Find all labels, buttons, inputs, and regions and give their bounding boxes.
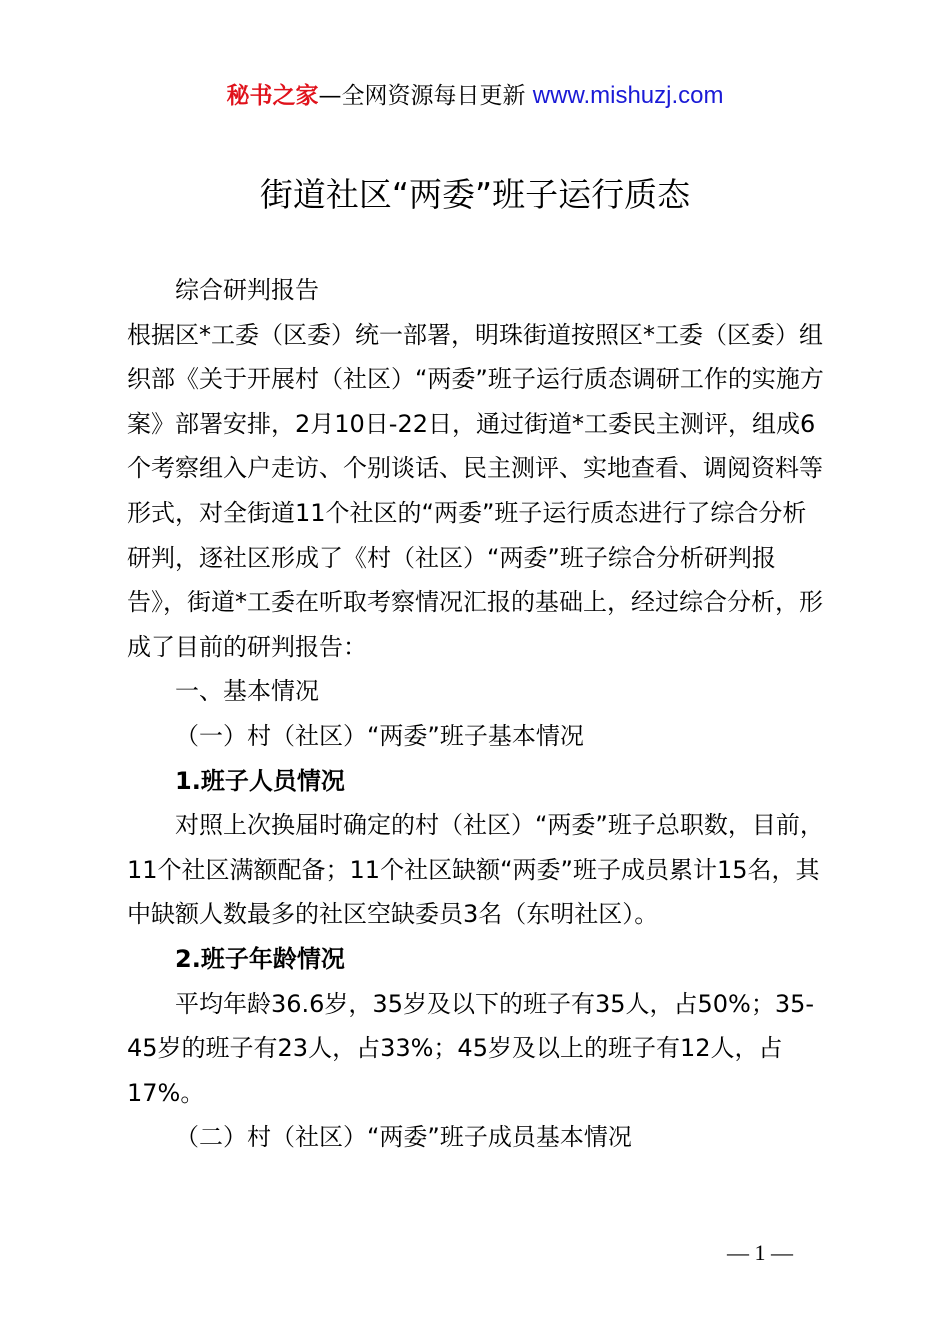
document-title: 街道社区“两委”班子运行质态 <box>259 175 691 214</box>
intro-paragraph: 根据区*工委（区委）统一部署，明珠街道按照区*工委（区委）组织部《关于开展村（社区）“两委”班子运行质态调研工作的实施方案》部署安排，2月10日-22日，通过街道*工委民主测评，组成6个考察组入户走访、个别谈话、民主测评、实地查看、调阅资料等形式，对全街道11个社区的“两委”班子运行质态进行了综合分析研判，逐社区形成了《村（社区）“两委”班子综合分析研判报告》，街道*工委在听取考察情况汇报的基础上，经过综合分析，形成了目前的研判报告： <box>127 320 824 661</box>
personnel-paragraph: 对照上次换届时确定的村（社区）“两委”班子总职数，目前，11个社区满额配备；11个社区缺额“两委”班子成员累计15名，其中缺额人数最多的社区空缺委员3名（东明社区）。 <box>127 811 824 929</box>
header-tagline: —全网资源每日更新 <box>318 83 533 109</box>
site-url-link[interactable]: www.mishuzj.com <box>532 82 724 109</box>
document-body <box>127 268 827 1160</box>
report-subtitle: 综合研判报告 <box>175 276 319 304</box>
section-heading-basic: 一、基本情况 <box>175 677 319 706</box>
site-header <box>0 78 950 114</box>
subsection-heading-team: （一）村（社区）“两委”班子基本情况 <box>175 721 584 750</box>
age-paragraph: 平均年龄36.6岁，35岁及以下的班子有35人，占50%；35-45岁的班子有23人，占33%；45岁及以上的班子有12人，占17%。 <box>127 989 815 1107</box>
subsection-heading-members: （二）村（社区）“两委”班子成员基本情况 <box>175 1123 632 1152</box>
brand-name: 秘书之家 <box>226 83 319 109</box>
heading-personnel: 1.班子人员情况 <box>175 766 345 795</box>
heading-age: 2.班子年龄情况 <box>175 944 345 973</box>
page-number: — 1 — <box>727 1240 793 1265</box>
